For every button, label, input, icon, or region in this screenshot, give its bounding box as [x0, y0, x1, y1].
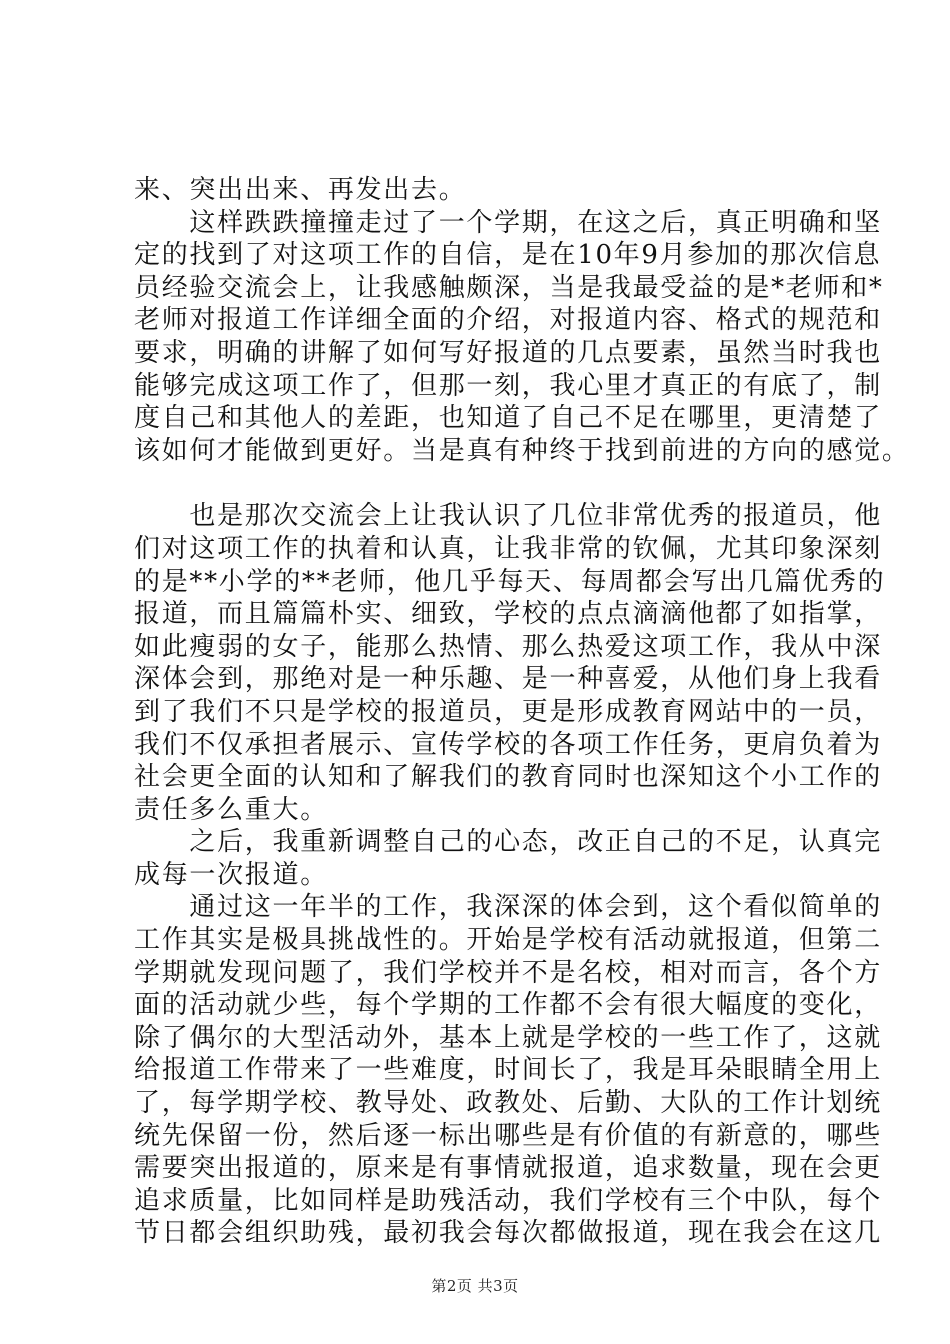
- text-line: 追求质量，比如同样是助残活动，我们学校有三个中队，每个: [134, 1185, 882, 1216]
- text-line: 老师对报道工作详细全面的介绍，对报道内容、格式的规范和: [134, 305, 882, 336]
- text-line: 学期就发现问题了，我们学校并不是名校，相对而言，各个方: [134, 957, 882, 988]
- text-line: 给报道工作带来了一些难度，时间长了，我是耳朵眼睛全用上: [134, 1055, 882, 1086]
- page-footer: 第2页 共3页: [431, 1277, 519, 1295]
- text-line: 报道，而且篇篇朴实、细致，学校的点点滴滴他都了如指掌，: [134, 599, 882, 630]
- text-line: 工作其实是极具挑战性的。开始是学校有活动就报道，但第二: [134, 925, 882, 956]
- text-line: 之后，我重新调整自己的心态，改正自己的不足，认真完: [134, 827, 882, 858]
- text-line: 了，每学期学校、教导处、政教处、后勤、大队的工作计划统: [134, 1088, 882, 1119]
- text-line: 需要突出报道的，原来是有事情就报道，追求数量，现在会更: [134, 1153, 882, 1184]
- text-line: 们对这项工作的执着和认真，让我非常的钦佩，尤其印象深刻: [134, 533, 882, 564]
- text-line: 员经验交流会上，让我感触颇深，当是我最受益的是*老师和*: [134, 272, 884, 303]
- text-line: 责任多么重大。: [134, 794, 328, 825]
- text-line: 要求，明确的讲解了如何写好报道的几点要素，虽然当时我也: [134, 337, 882, 368]
- document-body: [134, 174, 910, 1250]
- text-line: 通过这一年半的工作，我深深的体会到，这个看似简单的: [134, 892, 882, 923]
- paragraph-gap: [134, 467, 824, 500]
- text-line: 统先保留一份，然后逐一标出哪些是有价值的有新意的，哪些: [134, 1120, 882, 1151]
- text-line: 该如何才能做到更好。当是真有种终于找到前进的方向的感觉。: [134, 435, 910, 466]
- text-line: 深体会到，那绝对是一种乐趣、是一种喜爱，从他们身上我看: [134, 664, 882, 695]
- text-line: 节日都会组织助残，最初我会每次都做报道，现在我会在这几: [134, 1218, 882, 1249]
- text-line: 定的找到了对这项工作的自信，是在10年9月参加的那次信息: [134, 240, 882, 271]
- text-line: 的是**小学的**老师，他几乎每天、每周都会写出几篇优秀的: [134, 566, 886, 597]
- text-line: 社会更全面的认知和了解我们的教育同时也深知这个小工作的: [134, 762, 882, 793]
- text-line: 如此瘦弱的女子，能那么热情、那么热爱这项工作，我从中深: [134, 631, 882, 662]
- text-line: 这样跌跌撞撞走过了一个学期，在这之后，真正明确和坚: [134, 207, 882, 238]
- text-line: 来、突出出来、再发出去。: [134, 175, 467, 205]
- text-line: 成每一次报道。: [134, 859, 328, 890]
- text-line: 也是那次交流会上让我认识了几位非常优秀的报道员，他: [134, 501, 882, 532]
- text-line: 我们不仅承担者展示、宣传学校的各项工作任务，更肩负着为: [134, 729, 882, 760]
- text-line: 面的活动就少些，每个学期的工作都不会有很大幅度的变化，: [134, 990, 882, 1021]
- text-line: 度自己和其他人的差距，也知道了自己不足在哪里，更清楚了: [134, 403, 882, 434]
- text-line: 除了偶尔的大型活动外，基本上就是学校的一些工作了，这就: [134, 1022, 882, 1053]
- text-line: 到了我们不只是学校的报道员，更是形成教育网站中的一员，: [134, 696, 882, 727]
- text-line: 能够完成这项工作了，但那一刻，我心里才真正的有底了，制: [134, 370, 882, 401]
